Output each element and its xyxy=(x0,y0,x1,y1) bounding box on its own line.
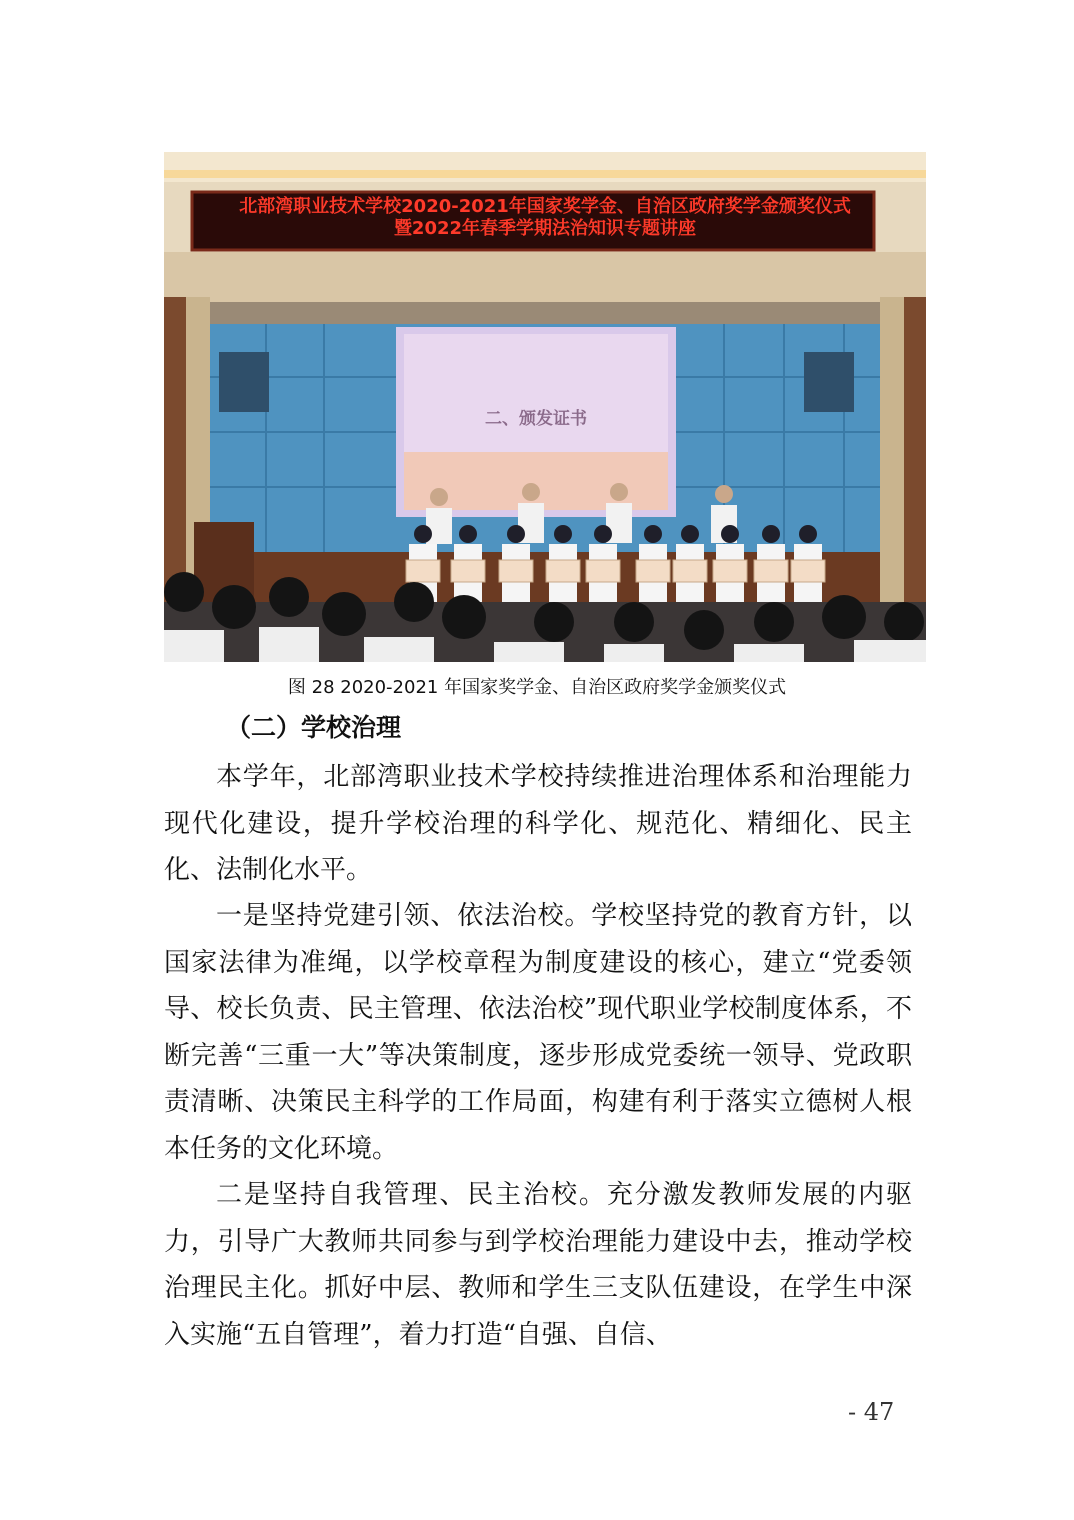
banner-line-1: 北部湾职业技术学校2020-2021年国家奖学金、自治区政府奖学金颁奖仪式 xyxy=(239,196,851,217)
paragraph-1: 本学年，北部湾职业技术学校持续推进治理体系和治理能力现代化建设，提升学校治理的科学化、规范化、精细化、民主化、法制化水平。 xyxy=(164,762,912,885)
banner-line-2: 暨2022年春季学期法治知识专题讲座 xyxy=(393,218,697,239)
page-number: - 47 xyxy=(848,1398,895,1426)
section-heading: （二）学校治理 xyxy=(226,713,402,742)
ceremony-photo xyxy=(164,152,926,662)
paragraph-3: 二是坚持自我管理、民主治校。充分激发教师发展的内驱力，引导广大教师共同参与到学校治理能力建设中去，推动学校治理民主化。抓好中层、教师和学生三支队伍建设，在学生中深入实施“五自管理”，着力打造“自强、自信、 xyxy=(164,1180,912,1350)
paragraph-2: 一是坚持党建引领、依法治校。学校坚持党的教育方针，以国家法律为准绳，以学校章程为制度建设的核心，建立“党委领导、校长负责、民主管理、依法治校”现代职业学校制度体系，不断完善“三重一大”等决策制度，逐步形成党委统一领导、党政职责清晰、决策民主科学的工作局面，构建有利于落实立德树人根本任务的文化环境。 xyxy=(164,901,912,1164)
screen-text: 二、颁发证书 xyxy=(485,409,587,429)
figure-caption: 图 28 2020-2021 年国家奖学金、自治区政府奖学金颁奖仪式 xyxy=(287,677,787,698)
